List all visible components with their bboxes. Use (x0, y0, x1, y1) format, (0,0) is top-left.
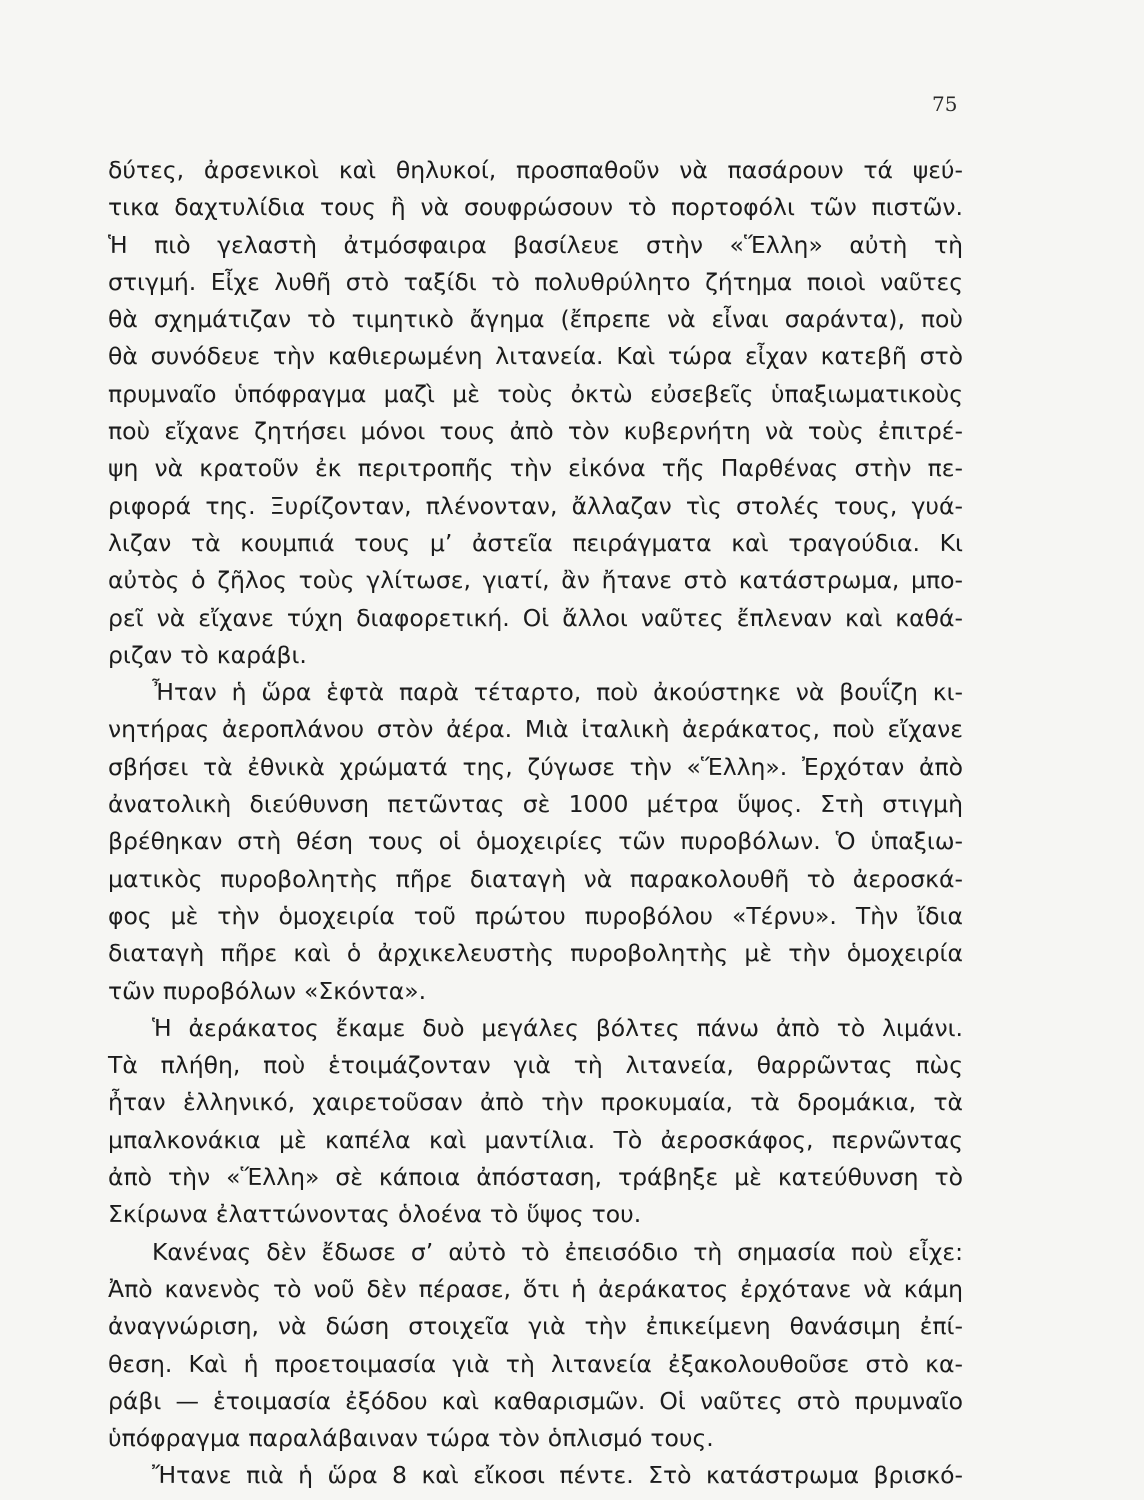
text-line: ἦταν ἑλληνικό, χαιρετοῦσαν ἀπὸ τὴν προκυμαία, τὰ δρομάκια, τὰ (108, 1088, 963, 1117)
text-line: ράβι — ἑτοιμασία ἐξόδου καὶ καθαρισμῶν. Οἱ ναῦτες στὸ πρυμναῖο (108, 1386, 963, 1415)
text-line: ἀνατολικὴ διεύθυνση πετῶντας σὲ 1000 μέτρα ὕψος. Στὴ στιγμὴ (108, 790, 963, 819)
page-number: 75 (932, 92, 958, 116)
text-line: ἀπὸ τὴν «Ἕλλη» σὲ κάποια ἀπόσταση, τράβηξε μὲ κατεύθυνση τὸ (108, 1163, 963, 1192)
text-line: τῶν πυροβόλων «Σκόντα». (108, 976, 427, 1005)
text-line: Σκίρωνα ἐλαττώνοντας ὁλοένα τὸ ὕψος του. (108, 1200, 642, 1229)
text-line: βρέθηκαν στὴ θέση τους οἱ ὁμοχειρίες τῶν πυροβόλων. Ὁ ὑπαξιω- (108, 827, 963, 856)
text-line: ρεῖ νὰ εἴχανε τύχη διαφορετική. Οἱ ἄλλοι ναῦτες ἔπλεναν καὶ καθά- (108, 603, 963, 632)
text-line: διαταγὴ πῆρε καὶ ὁ ἀρχικελευστὴς πυροβολητὴς μὲ τὴν ὁμοχειρία (108, 939, 963, 968)
text-line: θεση. Καὶ ἡ προετοιμασία γιὰ τὴ λιτανεία ἐξακολουθοῦσε στὸ κα- (108, 1349, 963, 1378)
text-line: ριφορά της. Ξυρίζονταν, πλένονταν, ἄλλαζαν τὶς στολές τους, γυά- (108, 491, 963, 520)
body-text (108, 152, 963, 1495)
text-line: Κανένας δὲν ἔδωσε σ’ αὐτὸ τὸ ἐπεισόδιο τὴ σημασία ποὺ εἶχε: (152, 1237, 963, 1266)
text-line: ψη νὰ κρατοῦν ἐκ περιτροπῆς τὴν εἰκόνα τῆς Παρθένας στὴν πε- (108, 454, 963, 483)
text-line: θὰ συνόδευε τὴν καθιερωμένη λιτανεία. Καὶ τώρα εἶχαν κατεβῆ στὸ (108, 342, 963, 371)
text-line: Ἡ ἀεράκατος ἔκαμε δυὸ μεγάλες βόλτες πάνω ἀπὸ τὸ λιμάνι. (152, 1013, 963, 1042)
text-line: στιγμή. Εἶχε λυθῆ στὸ ταξίδι τὸ πολυθρύλητο ζήτημα ποιοὶ ναῦτες (108, 267, 963, 296)
text-line: νητήρας ἀεροπλάνου στὸν ἀέρα. Μιὰ ἰταλικὴ ἀεράκατος, ποὺ εἴχανε (108, 715, 963, 744)
text-line: σβήσει τὰ ἐθνικὰ χρώματά της, ζύγωσε τὴν «Ἕλλη». Ἐρχόταν ἀπὸ (108, 752, 963, 781)
text-line: Ἀπὸ κανενὸς τὸ νοῦ δὲν πέρασε, ὅτι ἡ ἀεράκατος ἐρχότανε νὰ κάμη (108, 1274, 963, 1303)
text-line: θὰ σχημάτιζαν τὸ τιμητικὸ ἄγημα (ἔπρεπε νὰ εἶναι σαράντα), ποὺ (108, 305, 963, 334)
text-line: Ἤτανε πιὰ ἡ ὥρα 8 καὶ εἴκοσι πέντε. Στὸ κατάστρωμα βρισκό- (152, 1461, 963, 1490)
text-line: ὑπόφραγμα παραλάβαιναν τώρα τὸν ὁπλισμό τους. (108, 1424, 714, 1453)
text-line: Ἡ πιὸ γελαστὴ ἀτμόσφαιρα βασίλευε στὴν «Ἕλλη» αὐτὴ τὴ (108, 230, 963, 259)
text-line: φος μὲ τὴν ὁμοχειρία τοῦ πρώτου πυροβόλου «Τέρνυ». Τὴν ἴδια (108, 901, 963, 930)
text-line: ποὺ εἴχανε ζητήσει μόνοι τους ἀπὸ τὸν κυβερνήτη νὰ τοὺς ἐπιτρέ- (108, 417, 963, 446)
text-line: μπαλκονάκια μὲ καπέλα καὶ μαντίλια. Τὸ ἀεροσκάφος, περνῶντας (108, 1125, 963, 1154)
text-line: ματικὸς πυροβολητὴς πῆρε διαταγὴ νὰ παρακολουθῆ τὸ ἀεροσκά- (108, 864, 963, 893)
text-line: ριζαν τὸ καράβι. (108, 640, 307, 669)
text-line: δύτες, ἀρσενικοὶ καὶ θηλυκοί, προσπαθοῦν νὰ πασάρουν τά ψεύ- (108, 156, 963, 184)
text-line: ἀναγνώριση, νὰ δώση στοιχεῖα γιὰ τὴν ἐπικείμενη θανάσιμη ἐπί- (108, 1312, 963, 1341)
text-line: Ἦταν ἡ ὥρα ἑφτὰ παρὰ τέταρτο, ποὺ ἀκούστηκε νὰ βουΐζη κι- (152, 678, 963, 707)
text-line: αὐτὸς ὁ ζῆλος τοὺς γλίτωσε, γιατί, ἂν ἤτανε στὸ κατάστρωμα, μπο- (108, 566, 963, 595)
text-line: λιζαν τὰ κουμπιά τους μ’ ἀστεῖα πειράγματα καὶ τραγούδια. Κι (108, 528, 963, 557)
text-line: τικα δαχτυλίδια τους ἢ νὰ σουφρώσουν τὸ πορτοφόλι τῶν πιστῶν. (108, 193, 963, 222)
text-line: πρυμναῖο ὑπόφραγμα μαζὶ μὲ τοὺς ὀκτὼ εὐσεβεῖς ὑπαξιωματικοὺς (108, 379, 963, 408)
text-line: Τὰ πλήθη, ποὺ ἑτοιμάζονταν γιὰ τὴ λιτανεία, θαρρῶντας πὼς (108, 1051, 963, 1080)
